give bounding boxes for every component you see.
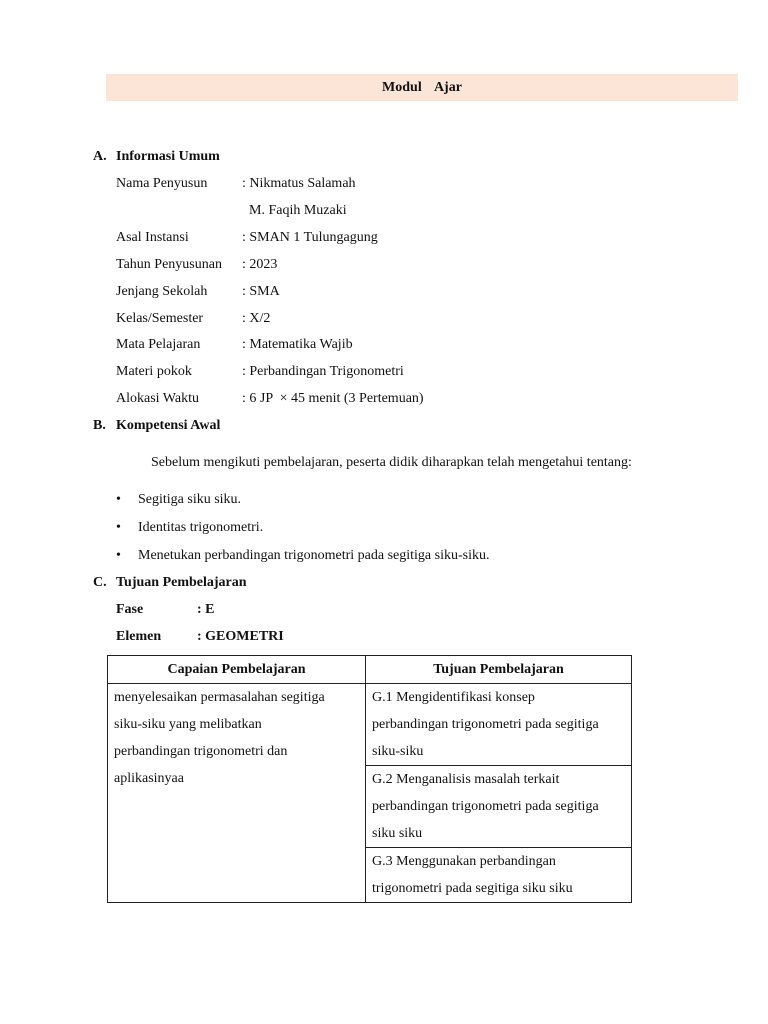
fase-row	[116, 602, 215, 618]
info-label: Nama Penyusun	[116, 176, 208, 191]
table-row	[108, 684, 632, 766]
info-row-asal-instansi	[116, 230, 378, 246]
list-item	[116, 520, 263, 536]
tujuan-line: siku siku	[372, 826, 423, 841]
elemen-label: Elemen	[116, 629, 162, 644]
info-row-tahun	[116, 257, 277, 273]
elemen-value: : GEOMETRI	[197, 629, 284, 644]
section-title: Informasi Umum	[116, 149, 220, 164]
bullet-icon: •	[116, 520, 121, 535]
capaian-line: perbandingan trigonometri dan	[114, 744, 288, 759]
info-label: Tahun Penyusunan	[116, 257, 222, 272]
fase-label: Fase	[116, 602, 144, 617]
info-value: : Perbandingan Trigonometri	[242, 364, 404, 379]
table-header-row	[108, 656, 632, 684]
section-c-heading	[93, 575, 247, 591]
bullet-icon: •	[116, 548, 121, 563]
info-label: Alokasi Waktu	[116, 391, 199, 406]
tujuan-line: G.3 Menggunakan perbandingan	[372, 854, 556, 869]
info-row-jenjang	[116, 284, 280, 300]
info-value: : Nikmatus Salamah	[242, 176, 356, 191]
info-row-materi	[116, 364, 404, 380]
info-row-mapel	[116, 337, 353, 353]
list-item-text: Segitiga siku siku.	[138, 492, 242, 507]
header-tujuan: Tujuan Pembelajaran	[366, 656, 632, 684]
section-letter: A.	[93, 149, 107, 164]
info-value: : 6 JP × 45 menit (3 Pertemuan)	[242, 391, 424, 406]
info-label: Jenjang Sekolah	[116, 284, 208, 299]
list-item	[116, 492, 241, 508]
capaian-line: siku-siku yang melibatkan	[114, 717, 262, 732]
capaian-cell	[108, 684, 366, 903]
tujuan-cell-g3	[366, 848, 632, 903]
tujuan-line: G.2 Menganalisis masalah terkait	[372, 772, 560, 787]
info-value: : SMAN 1 Tulungagung	[242, 230, 378, 245]
section-b-heading	[93, 418, 220, 434]
capaian-line: aplikasinyaa	[114, 771, 184, 786]
fase-value: : E	[197, 602, 215, 617]
list-item-text: Identitas trigonometri.	[138, 520, 264, 535]
header-capaian: Capaian Pembelajaran	[108, 656, 366, 684]
capaian-line: menyelesaikan permasalahan segitiga	[114, 690, 325, 705]
section-letter: C.	[93, 575, 107, 590]
tujuan-cell-g1	[366, 684, 632, 766]
kompetensi-intro: Sebelum mengikuti pembelajaran, peserta didik diharapkan telah mengetahui tentang:	[151, 455, 632, 470]
info-value: : SMA	[242, 284, 280, 299]
info-label: Mata Pelajaran	[116, 337, 201, 352]
section-title: Kompetensi Awal	[116, 418, 221, 433]
title-text: Modul Ajar	[382, 79, 462, 95]
info-label: Kelas/Semester	[116, 311, 204, 326]
capaian-tujuan-table	[107, 655, 632, 903]
section-letter: B.	[93, 418, 106, 433]
info-row-alokasi	[116, 391, 424, 407]
section-title: Tujuan Pembelajaran	[116, 575, 247, 590]
tujuan-line: G.1 Mengidentifikasi konsep	[372, 690, 535, 705]
tujuan-line: perbandingan trigonometri pada segitiga	[372, 717, 599, 732]
tujuan-line: perbandingan trigonometri pada segitiga	[372, 799, 599, 814]
info-value: : X/2	[242, 311, 271, 326]
bullet-icon: •	[116, 492, 121, 507]
tujuan-cell-g2	[366, 766, 632, 848]
info-label: Materi pokok	[116, 364, 192, 379]
document-title	[106, 74, 738, 101]
info-value: : 2023	[242, 257, 278, 272]
tujuan-line: trigonometri pada segitiga siku siku	[372, 881, 573, 896]
section-a-heading	[93, 149, 220, 165]
info-value: M. Faqih Muzaki	[242, 203, 347, 218]
tujuan-line: siku-siku	[372, 744, 424, 759]
info-value: : Matematika Wajib	[242, 337, 353, 352]
info-label	[116, 203, 242, 219]
info-row-nama-penyusun-2	[116, 203, 347, 219]
info-label: Asal Instansi	[116, 230, 189, 245]
list-item-text: Menetukan perbandingan trigonometri pada segitiga siku-siku.	[138, 548, 490, 563]
elemen-row	[116, 629, 284, 645]
list-item	[116, 548, 489, 564]
info-row-nama-penyusun	[116, 176, 356, 192]
info-row-kelas	[116, 311, 270, 327]
